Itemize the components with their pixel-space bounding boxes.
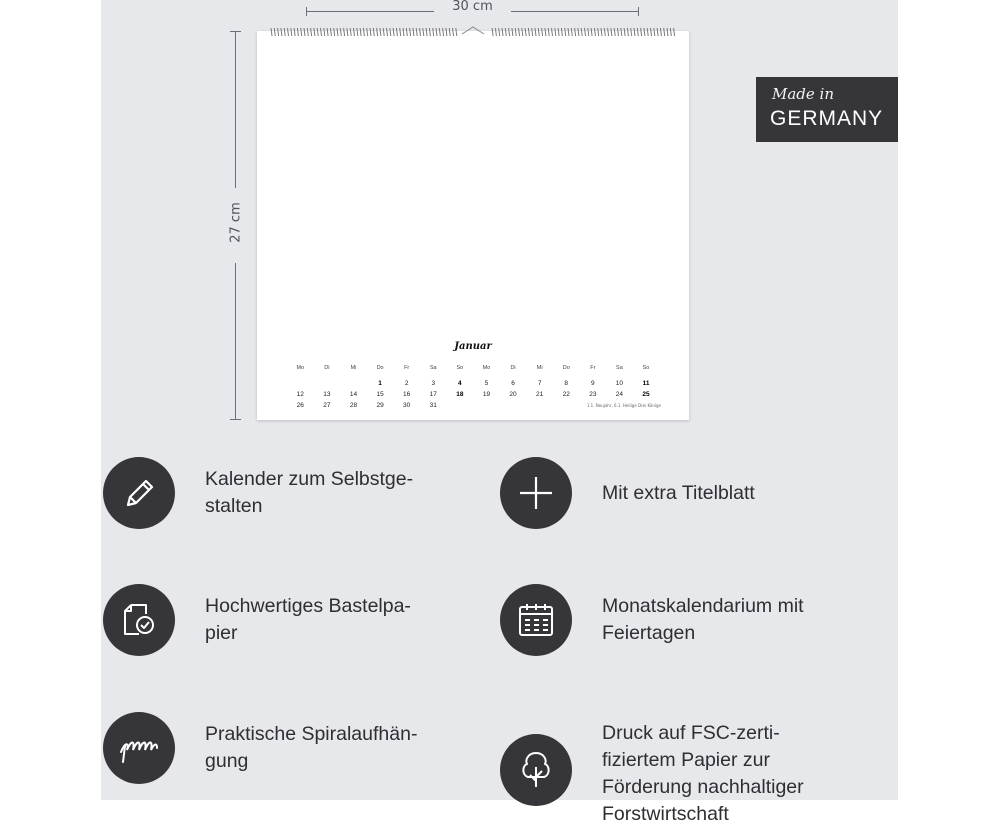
calendar-day: 30 — [403, 402, 411, 409]
calendar-day: 1 — [378, 380, 382, 387]
calendar-day: 2 — [404, 380, 409, 387]
calendar-day: 11 — [642, 380, 650, 387]
feature-item — [500, 712, 804, 828]
weekday-label: So — [456, 365, 464, 371]
calendar-day: 15 — [376, 391, 384, 398]
calendar-icon — [500, 584, 572, 656]
calendar-day: 3 — [431, 380, 436, 387]
calendar-day: 22 — [562, 391, 570, 398]
tree-icon — [500, 734, 572, 806]
calendar-day: 6 — [511, 380, 515, 387]
feature-text: Monatskalendarium mit Feiertagen — [602, 595, 804, 644]
calendar-day — [500, 400, 527, 411]
calendar-day: 5 — [484, 380, 489, 387]
calendar-day: 23 — [589, 391, 597, 398]
weekday-label: Do — [562, 365, 570, 371]
calendar-day — [340, 378, 367, 389]
calendar-day: 18 — [456, 391, 464, 398]
calendar-day: 16 — [403, 391, 411, 398]
calendar-day: 28 — [349, 402, 358, 409]
calendar-day: 19 — [482, 391, 491, 398]
weekday-label: Fr — [404, 365, 410, 371]
calendar-day: 13 — [323, 391, 331, 398]
calendar-day: 14 — [349, 391, 358, 398]
calendar-day: 27 — [323, 402, 331, 409]
weekday-label: Fr — [590, 365, 596, 371]
calendar-sheet — [257, 31, 689, 420]
calendar-day — [314, 378, 341, 389]
feature-item — [103, 457, 413, 529]
weekday-label: Mi — [536, 365, 543, 371]
calendar-day: 9 — [591, 380, 595, 387]
feature-item — [500, 457, 755, 529]
spiral-binding — [270, 26, 676, 37]
calendar-week-row — [287, 378, 667, 389]
feature-text: Hochwertiges Bastelpa- pier — [205, 595, 411, 644]
calendar-day — [473, 400, 500, 411]
calendar-day: 20 — [509, 391, 517, 398]
calendar-day: 31 — [429, 402, 437, 409]
weekday-label: Do — [376, 365, 384, 371]
holiday-legend: 1.1. Neujahr, 6.1. Heilige Drei Könige — [586, 403, 661, 408]
feature-text: Druck auf FSC-zerti- fiziertem Papier zur Förderung nachhaltiger Forstwirtschaft — [602, 722, 804, 825]
calendar-day: 24 — [615, 391, 624, 398]
calendar-day: 12 — [296, 391, 304, 398]
feature-text: Kalender zum Selbstge- stalten — [205, 468, 414, 517]
calendar-day: 29 — [376, 402, 384, 409]
weekday-label: Mi — [350, 365, 357, 371]
calendar-day: 25 — [642, 391, 650, 398]
feature-text: Praktische Spiralaufhän- gung — [205, 723, 418, 772]
plus-icon — [500, 457, 572, 529]
weekday-label: Mo — [296, 365, 305, 371]
weekday-label: Di — [510, 365, 516, 371]
weekday-label: Mo — [482, 365, 491, 371]
weekday-label: So — [642, 365, 650, 371]
feature-item — [103, 712, 417, 784]
made-in-germany-badge — [756, 77, 898, 142]
pencil-icon — [103, 457, 175, 529]
calendar-week-row — [287, 389, 667, 400]
calendar-day: 10 — [615, 380, 624, 387]
calendar-day — [287, 378, 314, 389]
height-dimension — [228, 31, 244, 420]
paper-check-icon — [103, 584, 175, 656]
calendar-day: 17 — [429, 391, 437, 398]
weekday-header-row — [287, 363, 667, 374]
height-label: 27 cm — [228, 202, 244, 243]
calendar-day — [526, 400, 553, 411]
calendar-day — [553, 400, 580, 411]
spiral-icon — [103, 712, 175, 784]
calendar-day: 7 — [537, 380, 542, 387]
calendar-day: 8 — [564, 380, 569, 387]
month-title: Januar — [454, 341, 492, 352]
calendar-day: 26 — [296, 402, 304, 409]
badge-made-in: Made in — [772, 85, 835, 103]
feature-item — [500, 584, 804, 656]
calendar-day: 4 — [458, 380, 462, 387]
badge-country: GERMANY — [770, 107, 884, 130]
width-dimension — [306, 0, 639, 16]
spiral-binding-icon — [270, 26, 676, 37]
weekday-label: Sa — [616, 365, 623, 371]
weekday-label: Sa — [429, 365, 437, 371]
calendar-day — [447, 400, 474, 411]
weekday-label: Di — [324, 365, 330, 371]
feature-text: Mit extra Titelblatt — [602, 481, 755, 504]
feature-item — [103, 584, 411, 656]
width-label: 30 cm — [452, 0, 493, 14]
calendar-day: 21 — [536, 391, 544, 398]
